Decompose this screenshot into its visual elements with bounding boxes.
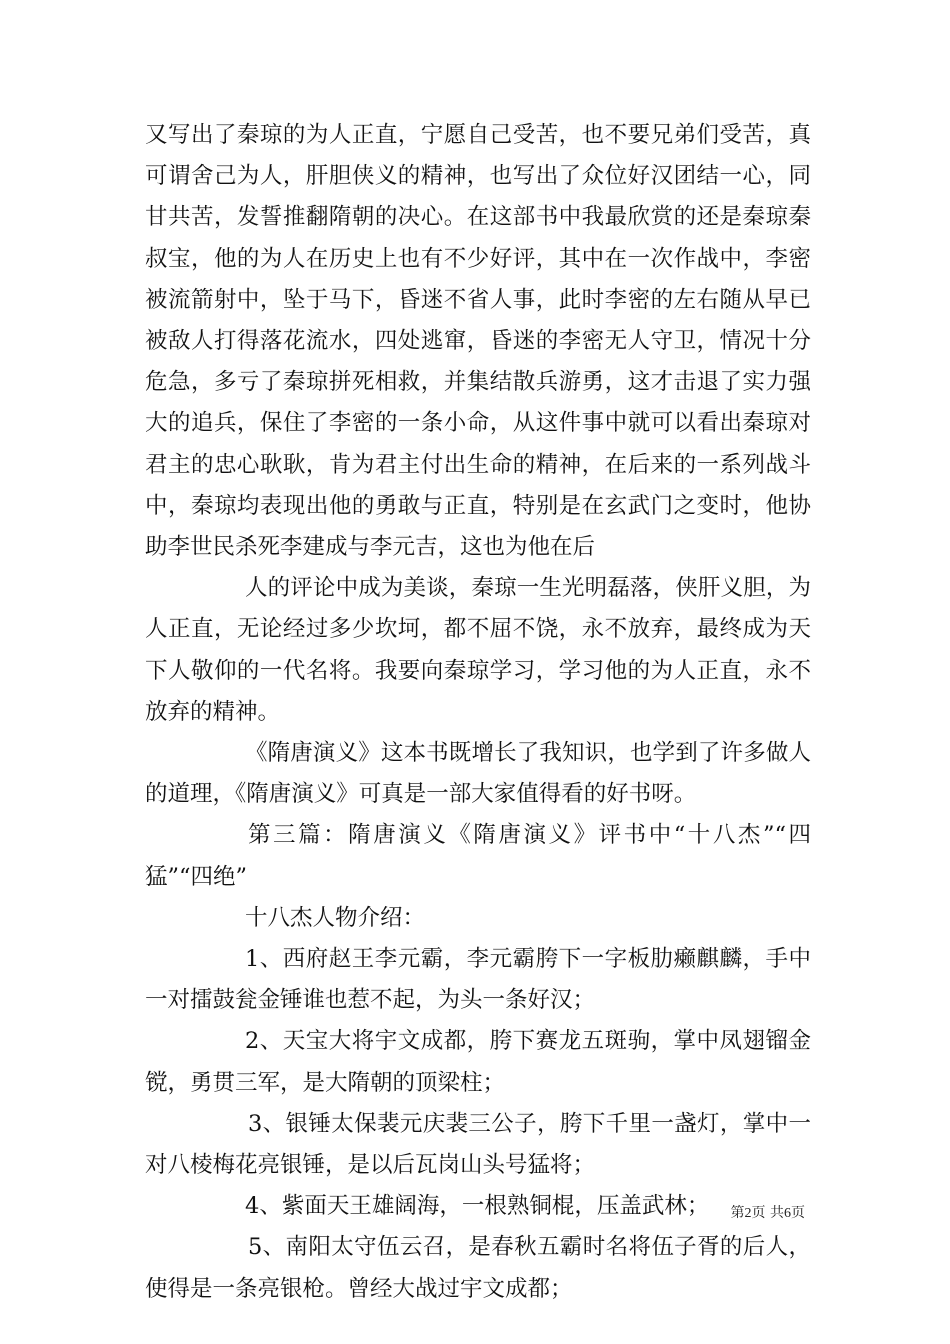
document-body — [145, 115, 811, 1310]
footer-suffix: 页 — [791, 1205, 805, 1221]
page-footer — [731, 1204, 805, 1223]
list-item-hero-2: 2、天宝大将宇文成都，胯下赛龙五斑驹，掌中凤翅镏金镋，勇贯三军，是大隋朝的顶梁柱； — [145, 1028, 811, 1096]
footer-page-number: 2 — [744, 1206, 752, 1221]
list-item-hero-1: 1、西府赵王李元霸，李元霸胯下一字板肋癞麒麟，手中一对擂鼓瓮金锤谁也惹不起，为头一条好汉； — [145, 946, 811, 1014]
footer-total-pages: 6 — [784, 1206, 791, 1221]
paragraph-eighteen-heroes-intro: 十八杰人物介绍： — [245, 904, 426, 931]
list-item-hero-3: 3、银锤太保裴元庆裴三公子，胯下千里一盏灯，掌中一对八棱梅花亮银锤，是以后瓦岗山头号猛将； — [145, 1110, 811, 1179]
paragraph-qinqiong-story: 又写出了秦琼的为人正直，宁愿自己受苦，也不要兄弟们受苦，真可谓舍己为人，肝胆侠义的精神，也写出了众位好汉团结一心，同甘共苦，发誓推翻隋朝的决心。在这部书中我最欣赏的还是秦琼秦叔宝，他的为人在历史上也有不少好评，其中在一次作战中，李密被流箭射中，坠于马下，昏迷不省人事，此时李密的左右随从早已被敌人打得落花流水，四处逃窜，昏迷的李密无人守卫，情况十分危急，多亏了秦琼拼死相救，并集结散兵游勇，这才击退了实力强大的追兵，保住了李密的一条小命，从这件事中就可以看出秦琼对君主的忠心耿耿，肯为君主付出生命的精神，在后来的一系列战斗中，秦琼均表现出他的勇敢与正直，特别是在玄武门之变时，他协助李世民杀死李建成与李元吉，这也为他在后 — [145, 122, 811, 561]
section-heading-part-three: 第三篇：隋唐演义《隋唐演义》评书中“十八杰”“四猛”“四绝” — [145, 822, 811, 890]
footer-middle: 页 共 — [751, 1205, 784, 1221]
paragraph-qinqiong-praise: 人的评论中成为美谈，秦琼一生光明磊落，侠肝义胆，为人正直，无论经过多少坎坷，都不屈不饶，永不放弃，最终成为天下人敬仰的一代名将。我要向秦琼学习，学习他的为人正直，永不放弃的精神。 — [145, 575, 811, 725]
footer-prefix: 第 — [730, 1205, 745, 1221]
paragraph-book-conclusion: 《隋唐演义》这本书既增长了我知识，也学到了许多做人的道理，《隋唐演义》可真是一部大家值得看的好书呀。 — [145, 740, 811, 808]
list-item-hero-5: 5、南阳太守伍云召，是春秋五霸时名将伍子胥的后人，使得是一条亮银枪。曾经大战过宇文成都； — [145, 1234, 811, 1302]
list-item-hero-4: 4、紫面天王雄阔海，一根熟铜棍，压盖武林； — [245, 1193, 710, 1220]
